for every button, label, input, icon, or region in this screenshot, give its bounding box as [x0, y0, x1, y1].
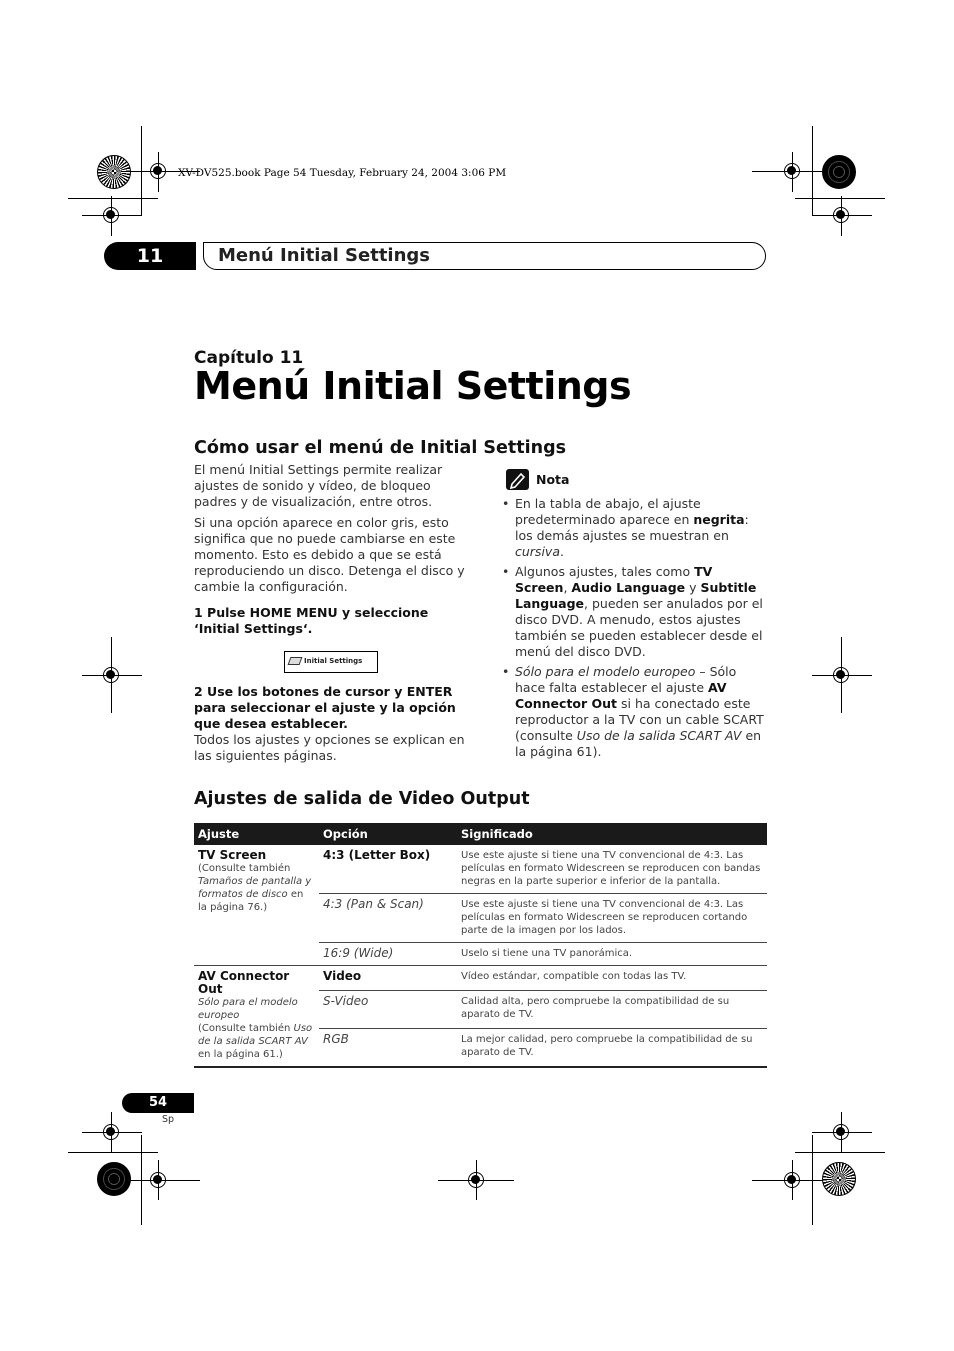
- setting-cell: AV Connector Out Sólo para el modelo europeo (Consulte también Uso de la salida SCART AV en la página 61.): [194, 966, 319, 1068]
- language-code: Sp: [162, 1114, 175, 1125]
- option-cell: 16:9 (Wide): [319, 943, 457, 966]
- chapter-tab-title: Menú Initial Settings: [203, 242, 766, 270]
- meaning-cell: Use este ajuste si tiene una TV convencional de 4:3. Las películas en formato Widescreen se reproducen cortando parte de la imagen por los lados.: [457, 894, 767, 943]
- step-2: 2 Use los botones de cursor y ENTER para seleccionar el ajuste y la opción que desea establecer.: [194, 684, 456, 731]
- setting-name: AV Connector Out: [198, 969, 290, 996]
- note-item: • Algunos ajustes, tales como TV Screen, Audio Language y Subtitle Language, pueden ser anulados por el disco DVD. A menudo, estos ajustes también se pueden establecer desde el menú del disco DVD.: [502, 564, 763, 659]
- option-cell: Video: [319, 966, 457, 991]
- note-list: [502, 496, 768, 760]
- step-2-text: Todos los ajustes y opciones se explican en las siguientes páginas.: [194, 732, 465, 763]
- page-number: 54: [122, 1093, 194, 1113]
- note-item: • Sólo para el modelo europeo – Sólo hace falta establecer el ajuste AV Connector Out si ha conectado este reproductor a la TV con un cable SCART (consulte Uso de la salida SCART AV en la página 61).: [502, 664, 764, 759]
- page-title: Menú Initial Settings: [194, 364, 632, 408]
- setting-cell: TV Screen (Consulte también Tamaños de pantalla y formatos de disco en la página 76.): [194, 845, 319, 966]
- table-row: [194, 845, 767, 894]
- screen-label: Initial Settings: [304, 657, 363, 665]
- table-row: [194, 966, 767, 991]
- section1-steps: [194, 684, 474, 764]
- video-output-table: [194, 823, 767, 1068]
- meaning-cell: Use este ajuste si tiene una TV convencional de 4:3. Las películas en formato Widescreen se reproducen con bandas negras en la parte superior e inferior de la pantalla.: [457, 845, 767, 894]
- meaning-cell: La mejor calidad, pero compruebe la compatibilidad de su aparato de TV.: [457, 1029, 767, 1068]
- setting-name: TV Screen: [198, 848, 267, 862]
- meaning-cell: Calidad alta, pero compruebe la compatibilidad de su aparato de TV.: [457, 990, 767, 1028]
- option-cell: 4:3 (Pan & Scan): [319, 894, 457, 943]
- section1-paragraph: Si una opción aparece en color gris, esto significa que no puede cambiarse en este momento. Esto es debido a que se está reproduciendo un disco. Detenga el disco y cambie la configuración.: [194, 515, 465, 594]
- note-item: • En la tabla de abajo, el ajuste predeterminado aparece en negrita: los demás ajustes se muestran en cursiva.: [502, 496, 749, 559]
- table-header: Opción: [319, 823, 457, 845]
- screen-illustration: [284, 651, 378, 673]
- note-title: Nota: [536, 472, 570, 487]
- option-cell: S-Video: [319, 990, 457, 1028]
- step-1: 1 Pulse HOME MENU y seleccione ‘Initial Settings‘.: [194, 605, 429, 636]
- settings-icon: [288, 657, 303, 665]
- section1-paragraph: El menú Initial Settings permite realizar ajustes de sonido y vídeo, de bloqueo padres y de visualización, entre otros.: [194, 462, 443, 509]
- print-header: XV-DV525.book Page 54 Tuesday, February 24, 2004 3:06 PM: [178, 167, 507, 179]
- pencil-icon: [506, 469, 529, 490]
- table-header: Significado: [457, 823, 767, 845]
- option-cell: RGB: [319, 1029, 457, 1068]
- meaning-cell: Uselo si tiene una TV panorámica.: [457, 943, 767, 966]
- option-cell: 4:3 (Letter Box): [319, 845, 457, 894]
- table-header: Ajuste: [194, 823, 319, 845]
- meaning-cell: Vídeo estándar, compatible con todas las TV.: [457, 966, 767, 991]
- chapter-tab-number: 11: [104, 242, 196, 270]
- section1-heading: Cómo usar el menú de Initial Settings: [194, 438, 567, 458]
- section1-body: [194, 462, 474, 637]
- chapter-label: Capítulo 11: [194, 348, 304, 368]
- table-header-row: [194, 823, 767, 845]
- section2-heading: Ajustes de salida de Video Output: [194, 789, 530, 809]
